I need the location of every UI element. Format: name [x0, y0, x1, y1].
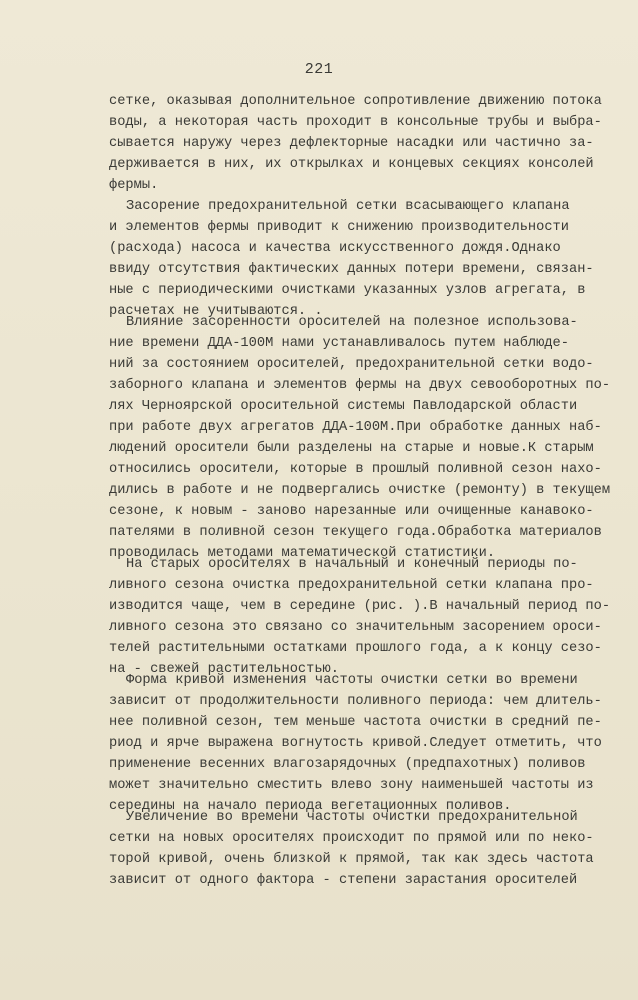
text-line: ные с периодическими очистками указанных узлов агрегата, в	[109, 283, 586, 298]
text-line: лях Чернояpской оросительной системы Павлодарской области	[109, 399, 578, 414]
text-line: сезоне, к новым - заново нарезанные или очищенные канавоко-	[109, 504, 594, 519]
text-line: пателями в поливной сезон текущего года.Обработка материалов	[109, 525, 602, 540]
text-line: зависит от одного фактора - степени зарастания оросителей	[109, 873, 578, 888]
text-line: заборного клапана и элементов фермы на двух севооборотных по-	[109, 378, 611, 393]
text-line: торой кривой, очень близкой к прямой, так как здесь частота	[109, 852, 594, 867]
text-line: сывается наружу через дефлекторные насадки или частично за-	[109, 136, 594, 151]
text-line: ввиду отсутствия фактических данных потери времени, связан-	[109, 262, 594, 277]
text-line: ливного сезона это связано со значительным засорением ороси-	[109, 620, 602, 635]
text-line: при работе двух агрегатов ДДА-100М.При обработке данных наб-	[109, 420, 602, 435]
text-line: ливного сезона очистка предохранительной сетки клапана про-	[109, 578, 594, 593]
text-line: Увеличение во времени частоты очистки предохранительной	[126, 810, 578, 825]
text-line: телей растительными остатками прошлого года, а к концу сезо-	[109, 641, 602, 656]
text-line: может значительно сместить влево зону наименьшей частоты из	[109, 778, 594, 793]
text-line: на - свежей растительностью.	[109, 662, 339, 677]
text-line: относились оросители, которые в прошлый поливной сезон нахо-	[109, 462, 602, 477]
text-line: зависит от продолжительности поливного периода: чем длитель-	[109, 694, 602, 709]
text-line: расчетах не учитываются. .	[109, 304, 323, 319]
text-line: Форма кривой изменения частоты очистки сетки во времени	[126, 673, 578, 688]
text-line: дились в работе и не подвергались очистке (ремонту) в текущем	[109, 483, 611, 498]
text-line: сетки на новых оросителях происходит по прямой или по неко-	[109, 831, 594, 846]
text-line: Влияние засоренности оросителей на полезное использова-	[126, 315, 578, 330]
text-line: воды, а некоторая часть проходит в консольные трубы и выбра-	[109, 115, 602, 130]
text-line: ний за состоянием оросителей, предохранительной сетки водо-	[109, 357, 594, 372]
text-line: людений оросители были разделены на старые и новые.К старым	[109, 441, 594, 456]
page-number: 221	[304, 61, 334, 78]
text-line: На старых оросителях в начальный и конечный периоды по-	[126, 557, 578, 572]
text-line: держивается в них, их открылках и концевых секциях консолей	[109, 157, 594, 172]
text-line: и элементов фермы приводит к снижению производительности	[109, 220, 569, 235]
text-line: ние времени ДДА-100М нами устанавливалось путем наблюде-	[109, 336, 569, 351]
text-line: проводилась методами математической статистики.	[109, 546, 496, 561]
text-line: Засорение предохранительной сетки всасывающего клапана	[126, 199, 570, 214]
text-line: фермы.	[109, 178, 159, 193]
text-line: сетке, оказывая дополнительное сопротивление движению потока	[109, 94, 602, 109]
text-line: середины на начало периода вегетационных поливов.	[109, 799, 512, 814]
text-line: (расхода) насоса и качества искусственного дождя.Однако	[109, 241, 561, 256]
text-line: изводится чаще, чем в середине (рис. ).В начальный период по-	[109, 599, 611, 614]
text-line: риод и ярче выражена вогнутость кривой.Следует отметить, что	[109, 736, 602, 751]
text-line: нее поливной сезон, тем меньше частота очистки в средний пе-	[109, 715, 602, 730]
text-line: применение весенних влагозарядочных (предпахотных) поливов	[109, 757, 586, 772]
